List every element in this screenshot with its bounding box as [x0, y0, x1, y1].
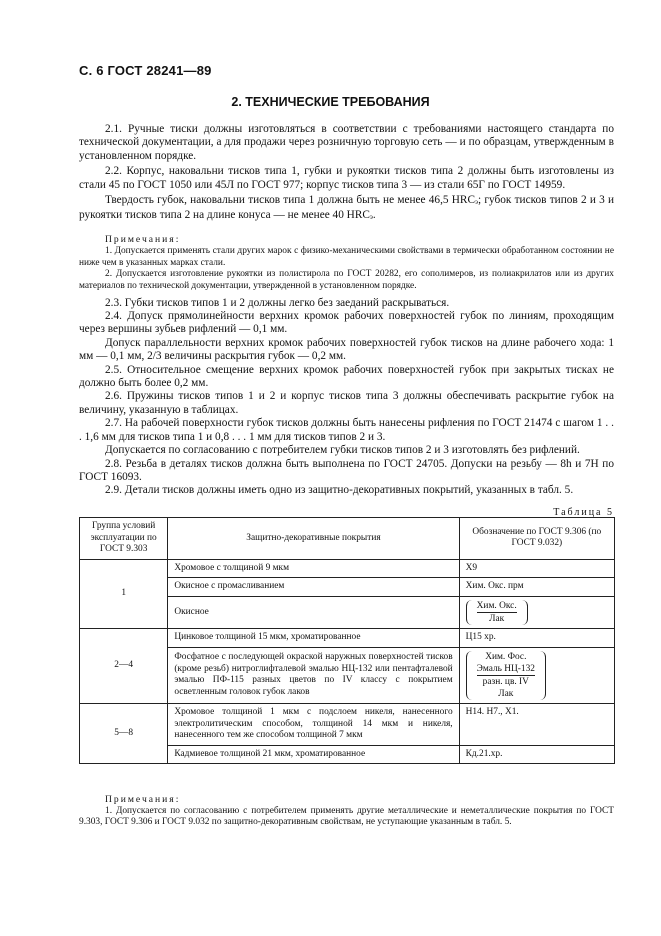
paragraph-2-1: 2.1. Ручные тиски должны изготовляться в соответствии с требованиями настоящего стандарта по технической документации, а для продажи через розничную торговую сеть — и по образцам, утвержденным в установленном порядке.	[79, 123, 614, 162]
coating-cell: Фосфатное с последующей окраской наружных поверхностей тисков (кроме резьб) нитроглифталевой эмалью НЦ-132 или пентафталевой эмалью ПФ-115 разных цветов по IV классу с покрытием осветленным головок губок лаков	[168, 647, 459, 704]
header-designation: Обозначение по ГОСТ 9.306 (по ГОСТ 9.032)	[459, 518, 614, 560]
paragraph-2-5: 2.5. Относительное смещение верхних кромок рабочих поверхностей губок при закрытых тисках не должно быть более 0,2 мм.	[79, 363, 614, 390]
coatings-table	[79, 517, 615, 764]
footer-notes	[79, 794, 614, 829]
table-header-row	[80, 518, 615, 560]
hardness-subscript-2: э	[369, 213, 373, 222]
footer-notes-heading: Примечания:	[105, 794, 181, 805]
document-body	[79, 123, 614, 498]
paragraph-2-8: 2.8. Резьба в деталях тисков должна быть выполнена по ГОСТ 24705. Допуски на резьбу — 8h и 7H по ГОСТ 16093.	[79, 457, 614, 483]
designation-line: разн. цв. IV	[482, 676, 529, 687]
designation-line: Эмаль НЦ-132	[476, 663, 535, 674]
notes-heading: Примечания:	[105, 233, 181, 245]
coating-cell: Кадмиевое толщиной 21 мкм, хроматированное	[168, 745, 459, 764]
table-row	[80, 559, 615, 578]
table-row	[80, 629, 615, 648]
paragraph-2-6: 2.6. Пружины тисков типов 1 и 2 и корпус тисков типа 3 должны обеспечивать раскрытие губок на величину, указанную в таблицах.	[79, 390, 614, 416]
table-caption: Таблица 5	[553, 507, 614, 518]
coating-cell: Окисное	[168, 596, 459, 629]
hardness-text-b: ; губок тисков типов 2 и 3 и рукоятки тисков типа 2 на длине конуса — не менее 40 HRC	[79, 194, 614, 222]
designation-bracket	[466, 600, 528, 625]
designation-cell: Н14. Н7., Х1.	[459, 704, 614, 746]
section-title: 2. ТЕХНИЧЕСКИЕ ТРЕБОВАНИЯ	[231, 95, 430, 109]
header-coating: Защитно-декоративные покрытия	[168, 518, 459, 560]
paragraph-2-4: 2.4. Допуск прямолинейности верхних кромок рабочих поверхностей губок по линиям, проходящим через вершины зубьев рифлений — 0,1 мм.	[79, 310, 614, 336]
designation-cell: Кд.21.хр.	[459, 745, 614, 764]
paragraph-2-7: 2.7. На рабочей поверхности губок тисков должны быть нанесены рифления по ГОСТ 21474 с шагом 1 . . . 1,6 мм для тисков типа 1 и 0,8 . . . 1 мм для тисков типов 2 и 3.	[79, 417, 614, 443]
paragraph-2-4-parallel: Допуск параллельности верхних кромок рабочих поверхностей губок тисков на длине рабочего хода: 1 мм — 0,1 мм, 2/3 величины раскрытия губок — 0,2 мм.	[79, 336, 614, 363]
hardness-text-a: Твердость губок, наковальни тисков типа 1 должна быть не менее 46,5 HRC	[105, 194, 475, 207]
group-cell: 5—8	[80, 704, 168, 764]
group-cell: 2—4	[80, 629, 168, 704]
designation-line: Лак	[489, 613, 505, 624]
designation-cell	[459, 596, 614, 629]
table-row	[80, 704, 615, 746]
note-1: 1. Допускается применять стали других марок с физико-механическими свойствами в термически обработанном состоянии не ниже чем в указанных марках стали.	[79, 246, 614, 268]
coating-cell: Цинковое толщиной 15 мкм, хроматированное	[168, 629, 459, 648]
designation-cell	[459, 647, 614, 704]
designation-cell: Х9	[459, 559, 614, 578]
page-header: С. 6 ГОСТ 28241—89	[79, 63, 212, 78]
hardness-text-c: .	[372, 209, 376, 222]
designation-bracket	[466, 651, 546, 700]
designation-line: Лак	[498, 688, 514, 699]
paragraph-2-2-hardness	[79, 194, 614, 225]
header-group: Группа условий эксплуатации по ГОСТ 9.303	[80, 518, 168, 560]
paragraph-2-3: 2.3. Губки тисков типов 1 и 2 должны легко без заеданий раскрываться.	[105, 296, 450, 309]
hardness-subscript-1: э	[475, 198, 479, 207]
designation-line: Хим. Фос.	[485, 651, 527, 662]
designation-cell: Ц15 хр.	[459, 629, 614, 648]
coating-cell: Хромовое с толщиной 9 мкм	[168, 559, 459, 578]
footer-note-1: 1. Допускается по согласованию с потребителем применять другие металлические и неметаллические покрытия по ГОСТ 9.303, ГОСТ 9.306 и ГОСТ 9.032 по защитно-декоративным свойствам, не уступающие указанным в табл. 5.	[79, 805, 614, 828]
coating-cell: Окисное с промасливанием	[168, 578, 459, 597]
note-2: 2. Допускается изготовление рукоятки из полистирола по ГОСТ 20282, его сополимеров, из полиакрилатов или из других материалов по технической документации, утвержденной в установленном порядке.	[79, 269, 614, 292]
designation-line: Хим. Окс.	[476, 600, 517, 611]
paragraph-2-9: 2.9. Детали тисков должны иметь одно из защитно-декоративных покрытий, указанных в табл. 5.	[105, 484, 574, 497]
paragraph-2-2: 2.2. Корпус, наковальни тисков типа 1, губки и рукоятки тисков типа 2 должны быть изготовлены из стали 45 по ГОСТ 1050 или 45Л по ГОСТ 977; корпус тисков типа 3 — из стали 65Г по ГОСТ 14959.	[79, 165, 614, 191]
paragraph-2-7-allowance: Допускается по согласованию с потребителем губки тисков типов 2 и 3 изготовлять без рифлений.	[105, 444, 580, 457]
coating-cell: Хромовое толщиной 1 мкм с подслоем никеля, нанесенного электролитическим способом, толщиной 14 мкм и никеля, нанесенного тем же способом толщиной 7 мкм	[168, 704, 459, 746]
group-cell: 1	[80, 559, 168, 629]
designation-cell: Хим. Окс. прм	[459, 578, 614, 597]
